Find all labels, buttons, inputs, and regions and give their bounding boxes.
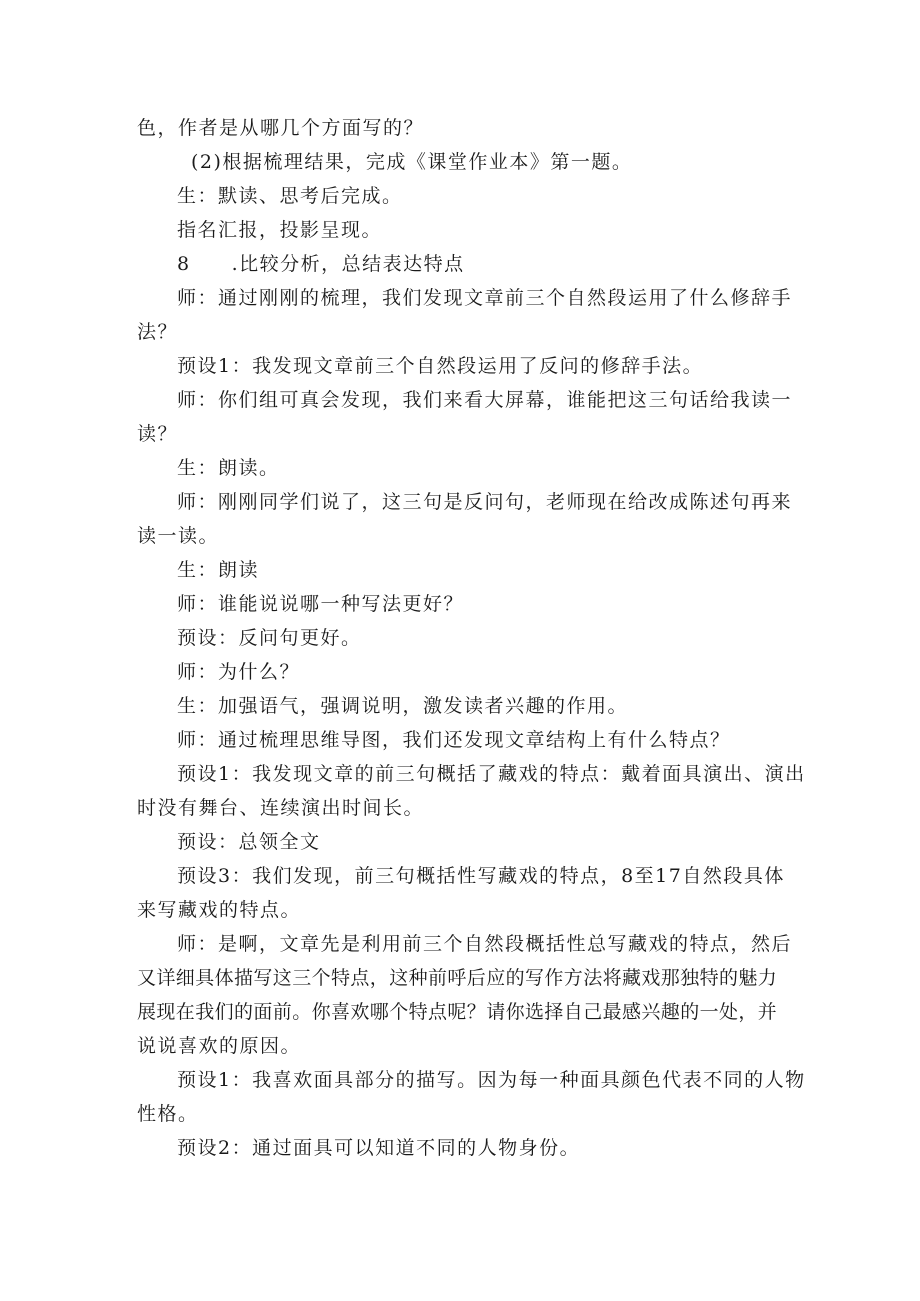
text-line: 师：你们组可真会发现，我们来看大屏幕，谁能把这三句话给我读一 (177, 389, 793, 411)
text-line: 预设1：我发现文章前三个自然段运用了反问的修辞手法。 (177, 355, 704, 377)
text-line: 来写藏戏的特点。 (137, 899, 302, 921)
text-line: 指名汇报，投影呈现。 (177, 219, 383, 241)
text-line: 读？ (137, 423, 179, 445)
text-line: 生：加强语气，强调说明，激发读者兴趣的作用。 (177, 695, 629, 717)
text-line: 师：谁能说说哪一种写法更好？ (177, 593, 465, 615)
text-line: 师：刚刚同学们说了，这三句是反问句，老师现在给改成陈述句再来 (177, 491, 793, 513)
text-line: 又详细具体描写这三个特点，这种前呼后应的写作方法将藏戏那独特的魅力 (137, 967, 778, 989)
text-line: 展现在我们的面前。你喜欢哪个特点呢？请你选择自己最感兴趣的一处，并 (137, 1001, 778, 1023)
text-line: 读一读。 (137, 525, 220, 547)
text-line: 法？ (137, 321, 179, 343)
text-line: 预设1：我喜欢面具部分的描写。因为每一种面具颜色代表不同的人物 (177, 1069, 806, 1091)
text-line: 生：朗读 (177, 559, 260, 581)
text-line: 生：朗读。 (177, 457, 280, 479)
text-line: 预设1：我发现文章的前三句概括了藏戏的特点：戴着面具演出、演出 (177, 763, 806, 785)
text-line: 生：默读、思考后完成。 (177, 185, 403, 207)
text-line: 师：是啊，文章先是利用前三个自然段概括性总写藏戏的特点，然后 (177, 933, 793, 955)
text-line: 预设3：我们发现，前三句概括性写藏戏的特点，8至17自然段具体 (177, 865, 785, 887)
text-line: 色，作者是从哪几个方面写的？ (137, 117, 425, 139)
text-line: 时没有舞台、连续演出时间长。 (137, 797, 425, 819)
text-line: 师：通过梳理思维导图，我们还发现文章结构上有什么特点？ (177, 729, 731, 751)
text-line: 性格。 (137, 1103, 199, 1125)
text-line: 师：通过刚刚的梳理，我们发现文章前三个自然段运用了什么修辞手 (177, 287, 793, 309)
text-line: 预设：反问句更好。 (177, 627, 362, 649)
text-line: 预设：总领全文 (177, 831, 321, 853)
text-line: 说说喜欢的原因。 (137, 1035, 302, 1057)
section-heading: 8 .比较分析，总结表达特点 (177, 253, 465, 275)
text-line: 师：为什么？ (177, 661, 301, 683)
text-line: 预设2：通过面具可以知道不同的人物身份。 (177, 1137, 581, 1159)
text-line: (2)根据梳理结果，完成《课堂作业本》第一题。 (191, 151, 633, 173)
